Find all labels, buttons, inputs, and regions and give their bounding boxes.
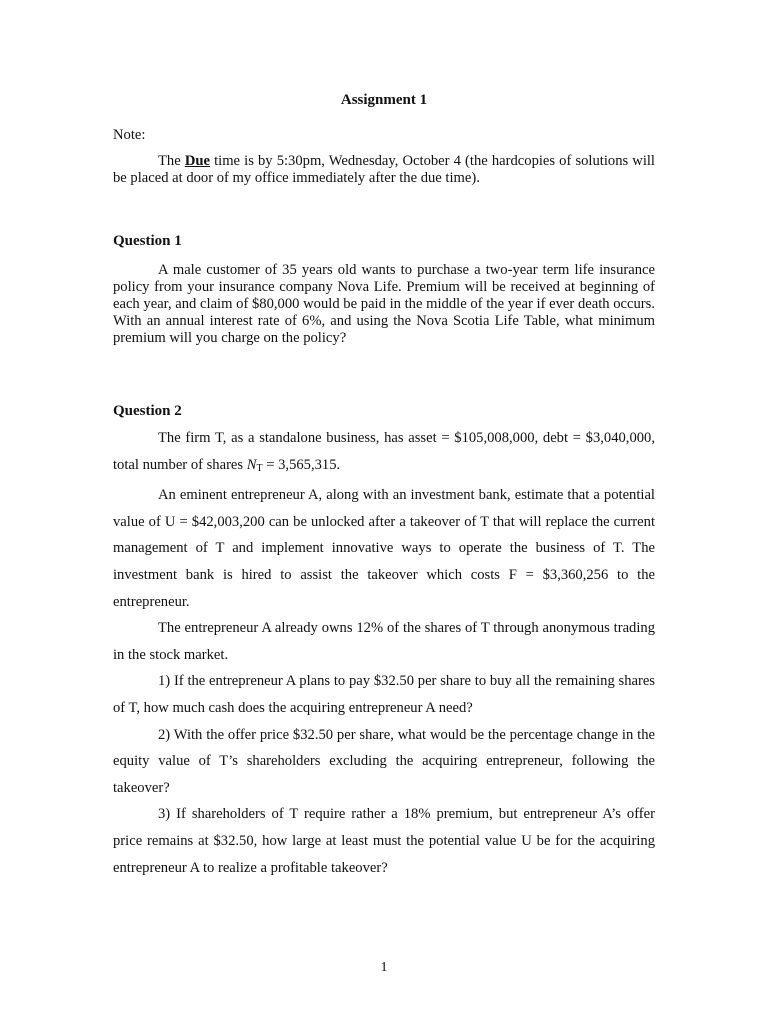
note-label: Note: xyxy=(113,127,146,143)
q2-p1-var: N xyxy=(246,456,257,473)
q2-p2-text: An eminent entrepreneur A, along with an investment bank, estimate that a potential value of U = $42,003,200 can be unlocked after a takeover of T that will replace the current management of T and implement innovative ways to operate the business of T. The investment bank is hired to assist the takeover which costs F = $3,360,256 to the entrepreneur. xyxy=(113,487,655,610)
question2-heading: Question 2 xyxy=(113,403,182,419)
page-number: 1 xyxy=(380,960,388,975)
q2-p5-text: 2) With the offer price $32.50 per share, what would be the percentage change in the equity value of T’s shareholders excluding the acquiring entrepreneur, following the takeover? xyxy=(113,726,655,796)
q2-p3-text: The entrepreneur A already owns 12% of the shares of T through anonymous trading in the stock market. xyxy=(113,620,655,663)
q2-p1-sub: T xyxy=(256,462,263,474)
note-text-pre: The xyxy=(158,153,181,169)
note-text-post: time is by 5:30pm, Wednesday, October 4 (the hardcopies of solutions will be placed at door of my office immediately after the due time). xyxy=(113,153,655,186)
question2-paragraph-1 xyxy=(113,425,655,482)
q2-p1-pre: The firm T, as a standalone business, has asset = $105,008,000, debt = $3,040,000, total number of shares xyxy=(113,430,655,473)
question1-text: A male customer of 35 years old wants to purchase a two-year term life insurance policy from your insurance company Nova Life. Premium will be received at beginning of each year, and claim of $80,000 would be paid in the middle of the year if ever death occurs. With an annual interest rate of 6%, and using the Nova Scotia Life Table, what minimum premium will you charge on the policy? xyxy=(113,262,655,346)
question2-body xyxy=(113,425,655,881)
question2-paragraph-3 xyxy=(113,615,655,668)
q2-p4-text: 1) If the entrepreneur A plans to pay $32.50 per share to buy all the remaining shares of T, how much cash does the acquiring entrepreneur A need? xyxy=(113,673,655,716)
page-title: Assignment 1 xyxy=(340,92,428,108)
question2-paragraph-2 xyxy=(113,482,655,615)
question2-paragraph-5 xyxy=(113,722,655,802)
question2-paragraph-4 xyxy=(113,668,655,721)
q2-p6-text: 3) If shareholders of T require rather a 18% premium, but entrepreneur A’s offer price remains at $32.50, how large at least must the potential value U be for the acquiring entrepreneur A to realize a profitable takeover? xyxy=(113,806,655,876)
q2-p1-post: = 3,565,315. xyxy=(262,456,341,473)
note-paragraph xyxy=(113,153,655,187)
question1-paragraph xyxy=(113,262,655,347)
question2-paragraph-6 xyxy=(113,801,655,881)
due-word: Due xyxy=(184,153,210,169)
question1-heading: Question 1 xyxy=(113,233,182,249)
